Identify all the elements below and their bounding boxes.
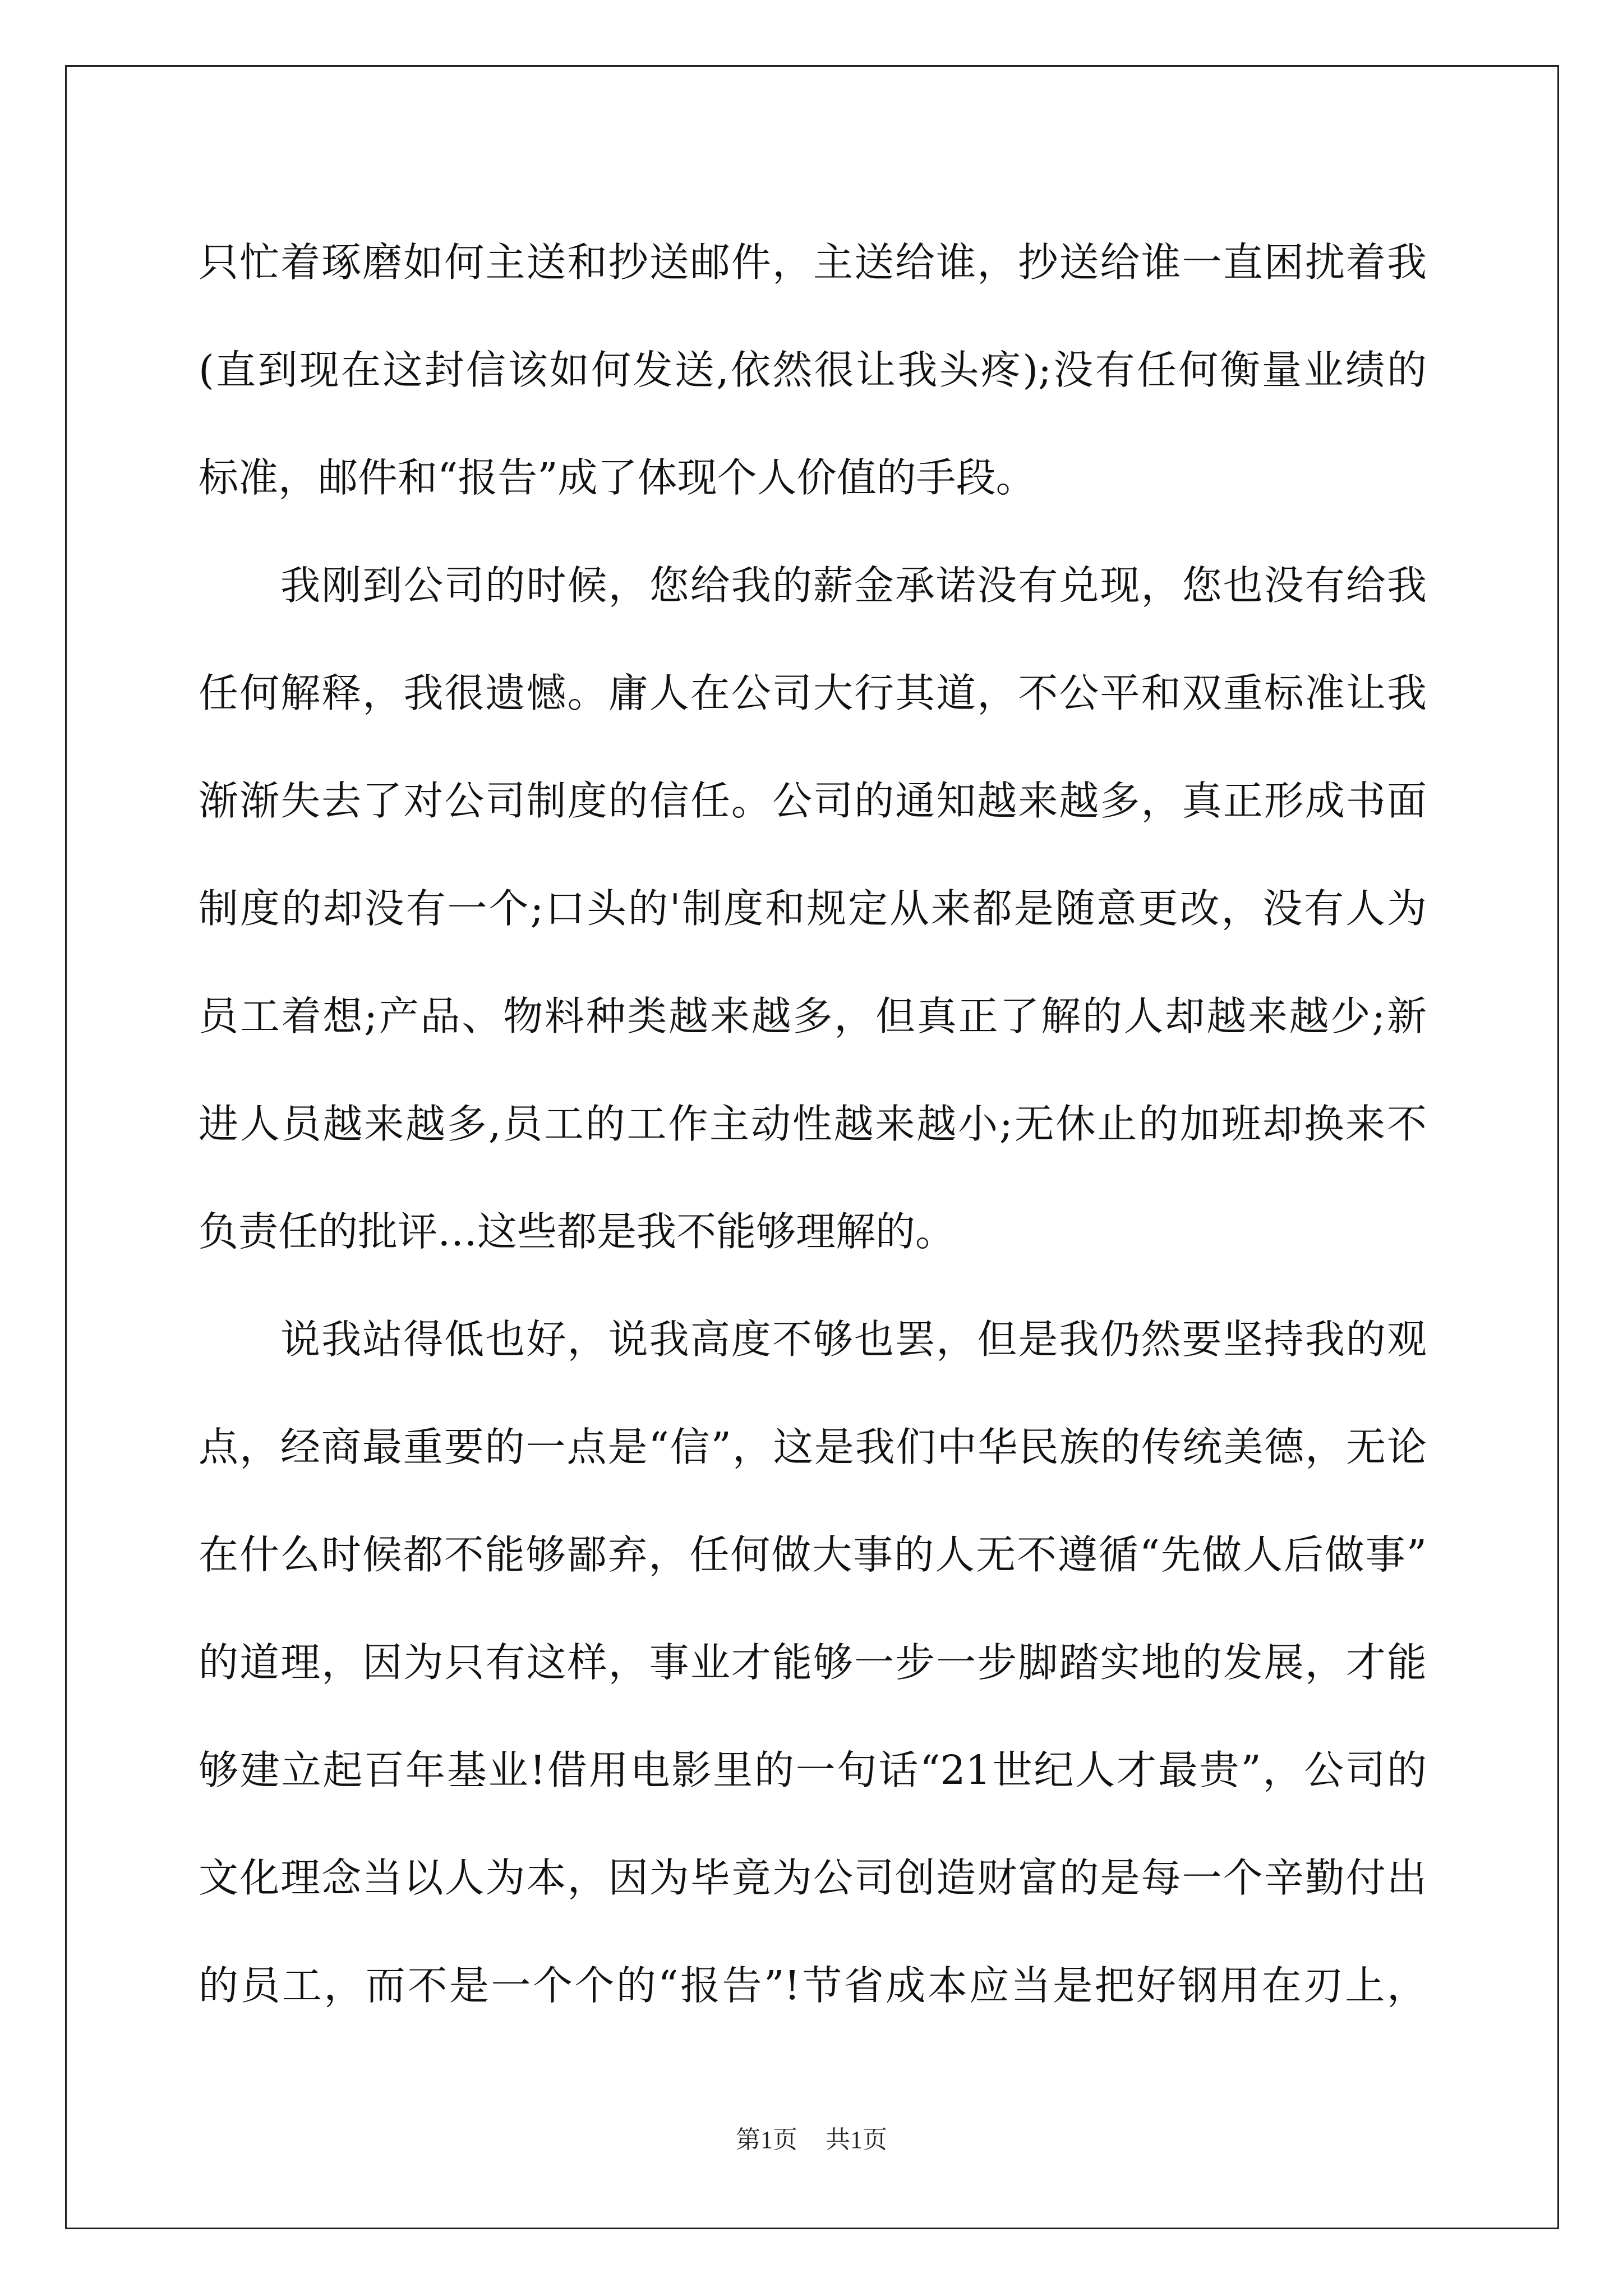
body-line: 文化理念当以人为本，因为毕竟为公司创造财富的是每一个辛勤付出 <box>199 1855 1427 1901</box>
body-line: (直到现在这封信该如何发送,依然很让我头疼);没有任何衡量业绩的 <box>199 347 1427 393</box>
body-line: 标准，邮件和“报告”成了体现个人价值的手段。 <box>199 454 1036 501</box>
document-body <box>199 209 1427 2040</box>
body-line: 在什么时候都不能够鄙弃，任何做大事的人无不遵循“先做人后做事” <box>199 1531 1427 1578</box>
body-line: 够建立起百年基业!借用电影里的一句话“21世纪人才最贵”，公司的 <box>199 1747 1427 1793</box>
body-line: 渐渐失去了对公司制度的信任。公司的通知越来越多，真正形成书面 <box>199 777 1427 824</box>
body-line: 我刚到公司的时候，您给我的薪金承诺没有兑现，您也没有给我 <box>280 562 1427 609</box>
body-line: 只忙着琢磨如何主送和抄送邮件，主送给谁，抄送给谁一直困扰着我 <box>199 239 1427 286</box>
body-line: 负责任的批评…这些都是我不能够理解的。 <box>199 1208 956 1255</box>
body-line: 进人员越来越多,员工的工作主动性越来越小;无休止的加班却换来不 <box>199 1101 1427 1147</box>
body-line: 的员工，而不是一个个的“报告”!节省成本应当是把好钢用在刃上， <box>199 1962 1427 2009</box>
page-number-total: 共1页 <box>826 2126 887 2154</box>
body-line: 制度的却没有一个;口头的'制度和规定从来都是随意更改，没有人为 <box>199 885 1427 932</box>
body-line: 任何解释，我很遗憾。庸人在公司大行其道，不公平和双重标准让我 <box>199 670 1427 716</box>
page-number-current: 第1页 <box>736 2126 797 2154</box>
body-line: 的道理，因为只有这样，事业才能够一步一步脚踏实地的发展，才能 <box>199 1639 1427 1686</box>
body-line: 员工着想;产品、物料种类越来越多，但真正了解的人却越来越少;新 <box>199 993 1427 1039</box>
body-line: 说我站得低也好，说我高度不够也罢，但是我仍然要坚持我的观 <box>280 1316 1427 1363</box>
page-footer <box>0 2119 1623 2155</box>
body-line: 点，经商最重要的一点是“信”，这是我们中华民族的传统美德，无论 <box>199 1424 1427 1470</box>
